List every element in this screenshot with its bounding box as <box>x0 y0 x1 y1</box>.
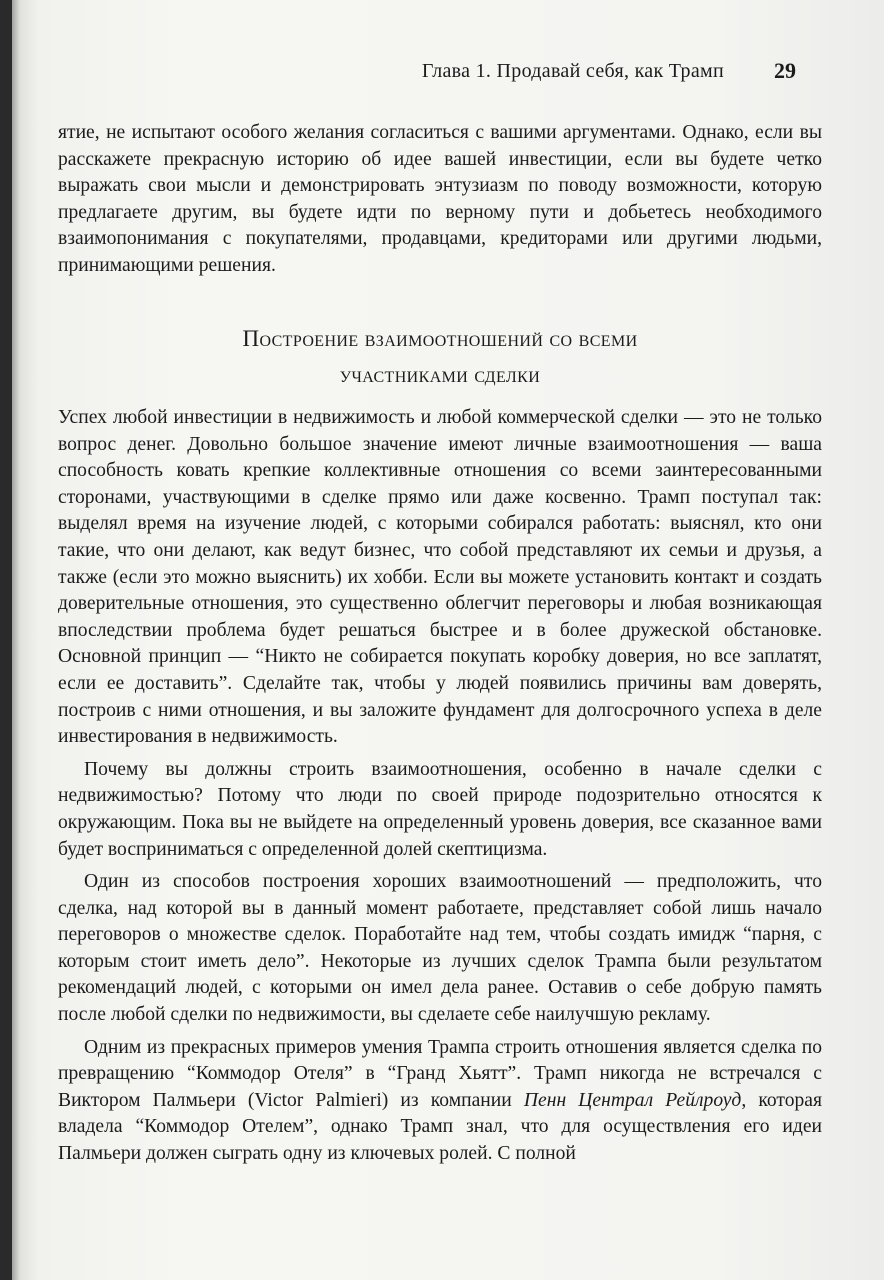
paragraph-last <box>58 1035 822 1168</box>
section-heading-line2: участниками сделки <box>339 362 541 387</box>
running-head <box>12 58 884 88</box>
text-run: Одним из прекрасных примеров умения Трампа строить отношения является сделка по превращению “Коммодор Отеля” в “Гранд Хьятт”. Трамп никогда не встречался с Виктором Палмьери (Victor Palmieri) из компании <box>58 1036 822 1111</box>
paragraph: Почему вы должны строить взаимоотношения, особенно в начале сделки с недвижимостью? Потому что люди по своей природе подозрительно относятся к окружающим. Пока вы не выйдете на определенный уровень доверия, все сказанное вами будет восприниматься с определенной долей скептицизма. <box>58 758 822 860</box>
body-text <box>58 405 822 1168</box>
italic-company-name: Пенн Централ Рейлроуд <box>523 1089 742 1111</box>
lead-text <box>58 120 822 280</box>
chapter-title: Глава 1. Продавай себя, как Трамп <box>421 60 724 82</box>
paragraph: Один из способов построения хороших взаимоотношений — предположить, что сделка, над которой вы в данный момент работаете, представляет собой лишь начало переговоров о множестве сделок. Поработайте над тем, чтобы создать имидж “парня, с которым стоит иметь дело”. Некоторые из лучших сделок Трампа были результатом рекомендаций людей, с которыми он имел дела ранее. Оставив о себе добрую память после любой сделки по недвижимости, вы сделаете себе наилучшую рекламу. <box>58 871 822 1026</box>
paragraph: Успех любой инвестиции в недвижимость и любой коммерческой сделки — это не только вопрос денег. Довольно большое значение имеют личные взаимоотношения — ваша способность ковать крепкие коллективные отношения со всеми заинтересованными сторонами, участвующими в сделке прямо или даже косвенно. Трамп поступал так: выделял время на изучение людей, с которыми собирался работать: выяснял, кто они такие, что они делают, как ведут бизнес, что собой представляют их семьи и друзья, а также (если это можно выяснить) их хобби. Если вы можете установить контакт и создать доверительные отношения, это существенно облегчит переговоры и любая возникающая впоследствии проблема будет решаться быстрее и в более дружеской обстановке. Основной принцип — “Никто не собирается покупать коробку доверия, но все заплатят, если ее доставить”. Сделайте так, чтобы у людей появились причины вам доверять, построив с ними отношения, и вы заложите фундамент для долгосрочного успеха в деле инвестирования в недвижимость. <box>58 407 822 748</box>
page-number: 29 <box>774 58 796 83</box>
text-run: , которая владела “Коммодор Отелем”, однако Трамп знал, что для осуществления его идеи Палмьери должен сыграть одну из ключевых ролей. С полной <box>58 1089 822 1165</box>
book-page <box>12 0 884 1280</box>
section-heading-line1: Построение взаимоотношений со всеми <box>242 326 638 351</box>
section-heading <box>58 322 822 392</box>
binding-shadow <box>12 0 20 1280</box>
paragraph: ятие, не испытают особого желания согласиться с вашими аргументами. Однако, если вы расскажете прекрасную историю об идее вашей инвестиции, если вы будете четко выражать свои мысли и демонстрировать энтузиазм по поводу возможности, которую предлагаете другим, вы будете идти по верному пути и добьетесь необходимого взаимопонимания с покупателями, продавцами, кредиторами или другими людьми, принимающими решения. <box>58 122 822 276</box>
